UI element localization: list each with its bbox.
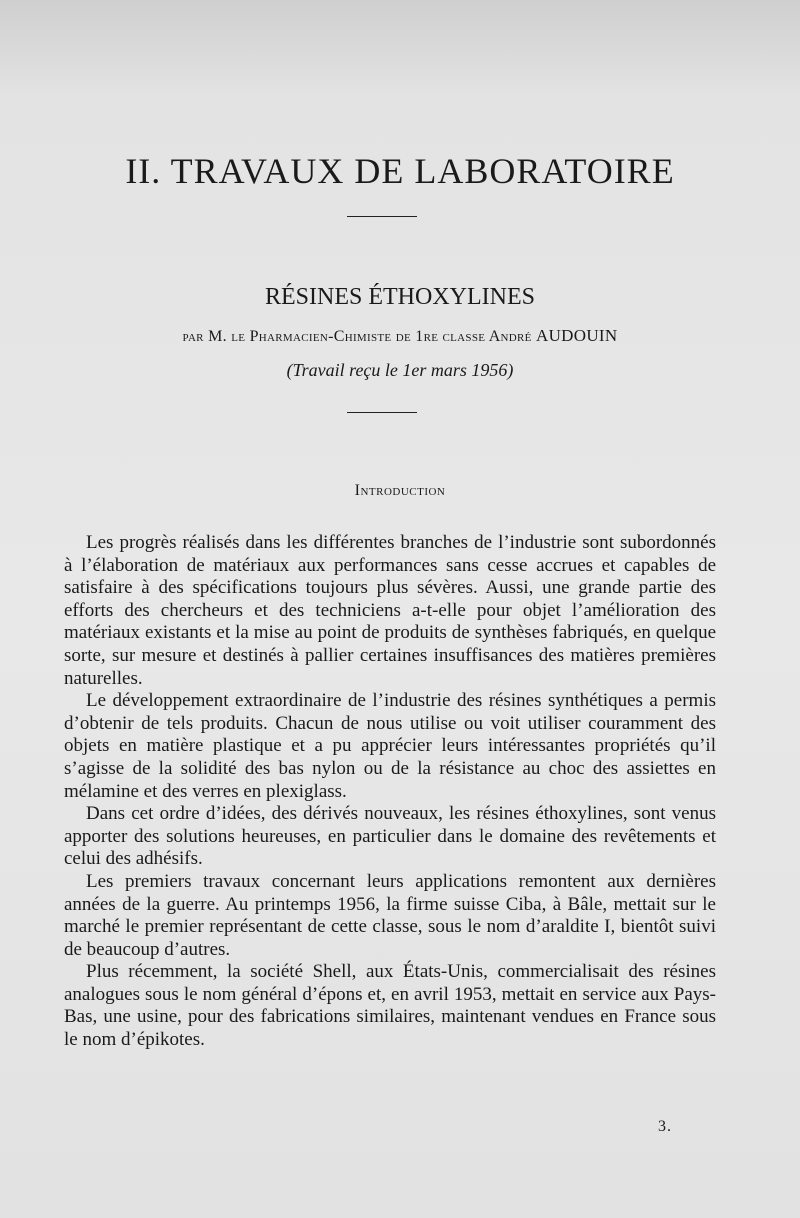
- dateline: (Travail reçu le 1er mars 1956): [286, 360, 514, 380]
- section-heading: Introduction: [354, 482, 446, 499]
- byline-prefix: par M. le Pharmacien-Chimiste de 1re classe André: [182, 328, 532, 345]
- page-number: 3.: [658, 1118, 672, 1135]
- paragraph: Dans cet ordre d’idées, des dérivés nouveaux, les résines éthoxylines, sont venus apporter des solutions heureuses, en particulier dans le domaine des revêtements et celui des adhésifs.: [64, 803, 716, 870]
- author-name: AUDOUIN: [536, 326, 618, 345]
- paragraph: Les progrès réalisés dans les différentes branches de l’industrie sont subordonnés à l’élaboration de matériaux aux performances sans cesse accrues et capables de satisfaire à des spécifications toujours plus sévères. Aussi, une grande partie des efforts des chercheurs et des techniciens a-t-elle pour objet l’amélioration des matériaux existants et la mise au point de produits de synthèses fabriqués, en quelque sorte, sur mesure et destinés à pallier certaines insuffisances des matières premières naturelles.: [64, 532, 716, 689]
- separator-rule: [347, 412, 417, 413]
- byline: [0, 326, 800, 346]
- paragraph: Le développement extraordinaire de l’industrie des résines synthétiques a permis d’obtenir de tels produits. Chacun de nous utilise ou voit utiliser couramment des objets en matière plastique et a pu apprécier leurs intéressantes propriétés qu’il s’agisse de la solidité des bas nylon ou de la résistance au choc des assiettes en mélamine et des verres en plexiglass.: [64, 690, 716, 802]
- body-text: [64, 532, 716, 1052]
- paragraph: Les premiers travaux concernant leurs applications remontent aux dernières années de la guerre. Au printemps 1956, la firme suisse Ciba, à Bâle, mettait sur le marché le premier représentant de cette classe, sous le nom d’araldite I, bientôt suivi de beaucoup d’autres.: [64, 870, 716, 960]
- article-title: RÉSINES ÉTHOXYLINES: [265, 284, 535, 310]
- part-title: II. TRAVAUX DE LABORATOIRE: [125, 151, 675, 191]
- paragraph: Plus récemment, la société Shell, aux États-Unis, commercialisait des résines analogues sous le nom général d’épons et, en avril 1953, mettait en service aux Pays-Bas, une usine, pour des fabrications similaires, maintenant vendues en France sous le nom d’épikotes.: [64, 961, 716, 1051]
- separator-rule: [347, 216, 417, 217]
